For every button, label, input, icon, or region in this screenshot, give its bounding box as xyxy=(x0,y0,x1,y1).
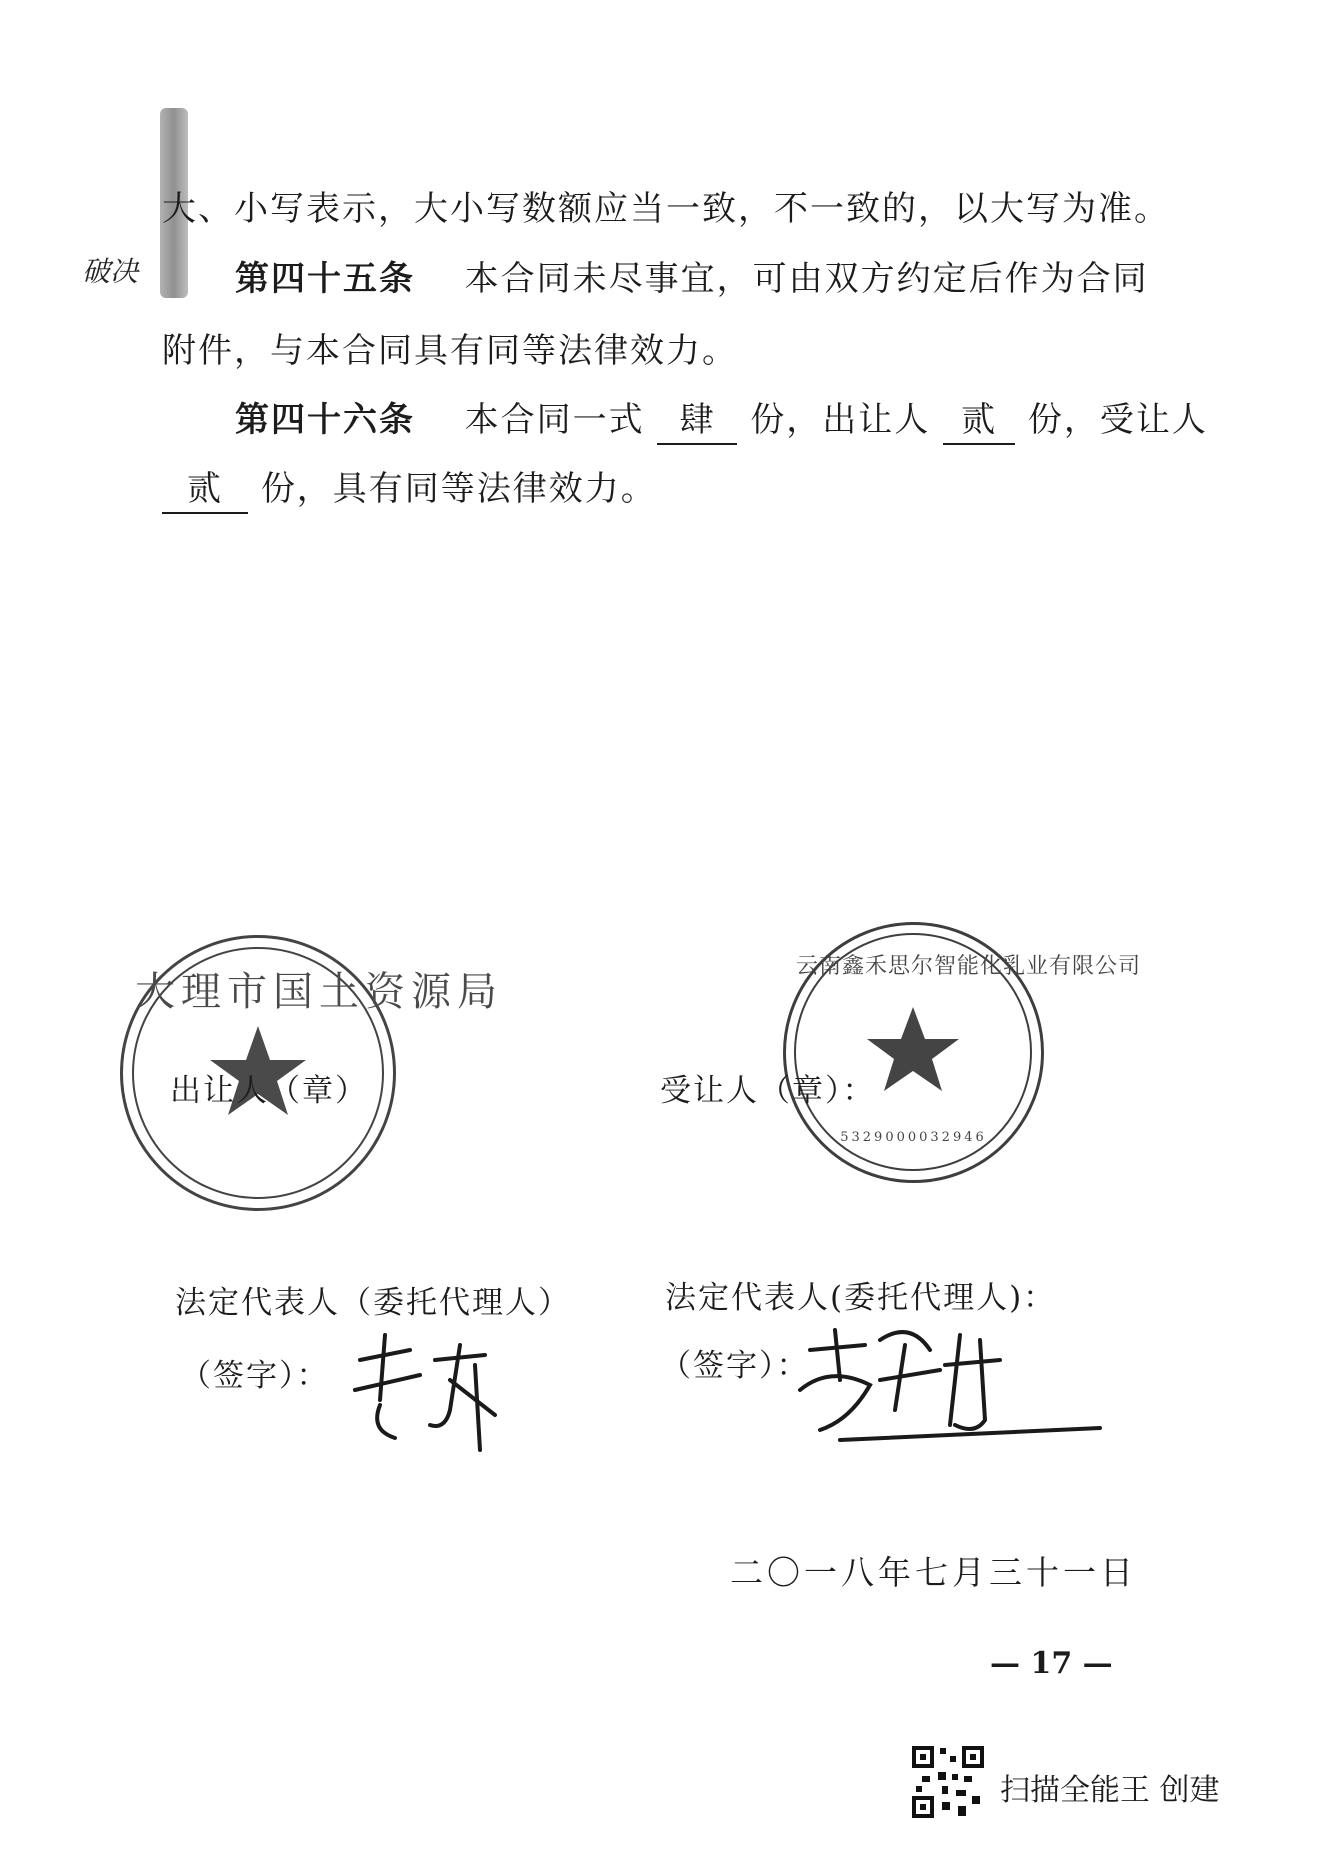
article-46-label: 第四十六条 xyxy=(235,400,415,440)
signing-date: 二〇一八年七月三十一日 xyxy=(730,1553,1137,1592)
article-45 xyxy=(235,256,1149,302)
legal-rep-label-left: 法定代表人（委托代理人） xyxy=(175,1285,571,1321)
page-number: — 17 — xyxy=(990,1646,1113,1681)
transferee-seal xyxy=(783,922,1142,1183)
transferor-seal-label: 出让人（章） xyxy=(170,1073,368,1109)
signature-label-left: （签字）： xyxy=(180,1358,330,1394)
signature-right xyxy=(780,1310,1110,1460)
signature-left xyxy=(340,1320,510,1460)
copies-total: 肆 xyxy=(657,397,737,445)
article-46-continuation xyxy=(162,466,657,514)
article-46 xyxy=(235,397,1208,445)
copies-transferee: 贰 xyxy=(162,466,248,514)
article-46-text-c: 份，受让人 xyxy=(1027,400,1208,440)
transferor-seal-text: 大理市国土资源局 xyxy=(135,969,503,1015)
transferee-seal-label: 受让人（章）： xyxy=(660,1073,876,1109)
margin-handwritten-note: 破决 xyxy=(82,255,139,288)
article-46-text-b: 份，出让人 xyxy=(750,400,931,440)
signature-label-right: （签字）： xyxy=(660,1348,810,1384)
article-46-text-a: 本合同一式 xyxy=(464,400,645,440)
seal-star-icon xyxy=(867,1007,959,1091)
article-45-text: 本合同未尽事宜，可由双方约定后作为合同 xyxy=(464,259,1149,299)
transferee-seal-text: 云南鑫禾思尔智能化乳业有限公司 xyxy=(796,954,1142,979)
clause-44-continuation: 大、小写表示，大小写数额应当一致，不一致的，以大写为准。 xyxy=(162,189,1170,229)
copies-transferor: 贰 xyxy=(943,397,1015,445)
article-46-text-d: 份，具有同等法律效力。 xyxy=(260,469,657,509)
article-45-continuation: 附件，与本合同具有同等法律效力。 xyxy=(162,331,738,371)
qr-code-icon xyxy=(912,1746,984,1818)
article-45-label: 第四十五条 xyxy=(235,259,415,299)
legal-rep-label-right: 法定代表人(委托代理人)： xyxy=(665,1280,1057,1316)
scanner-watermark: 扫描全能王 创建 xyxy=(1000,1773,1220,1808)
transferee-seal-number: 5329000032946 xyxy=(840,1130,987,1145)
